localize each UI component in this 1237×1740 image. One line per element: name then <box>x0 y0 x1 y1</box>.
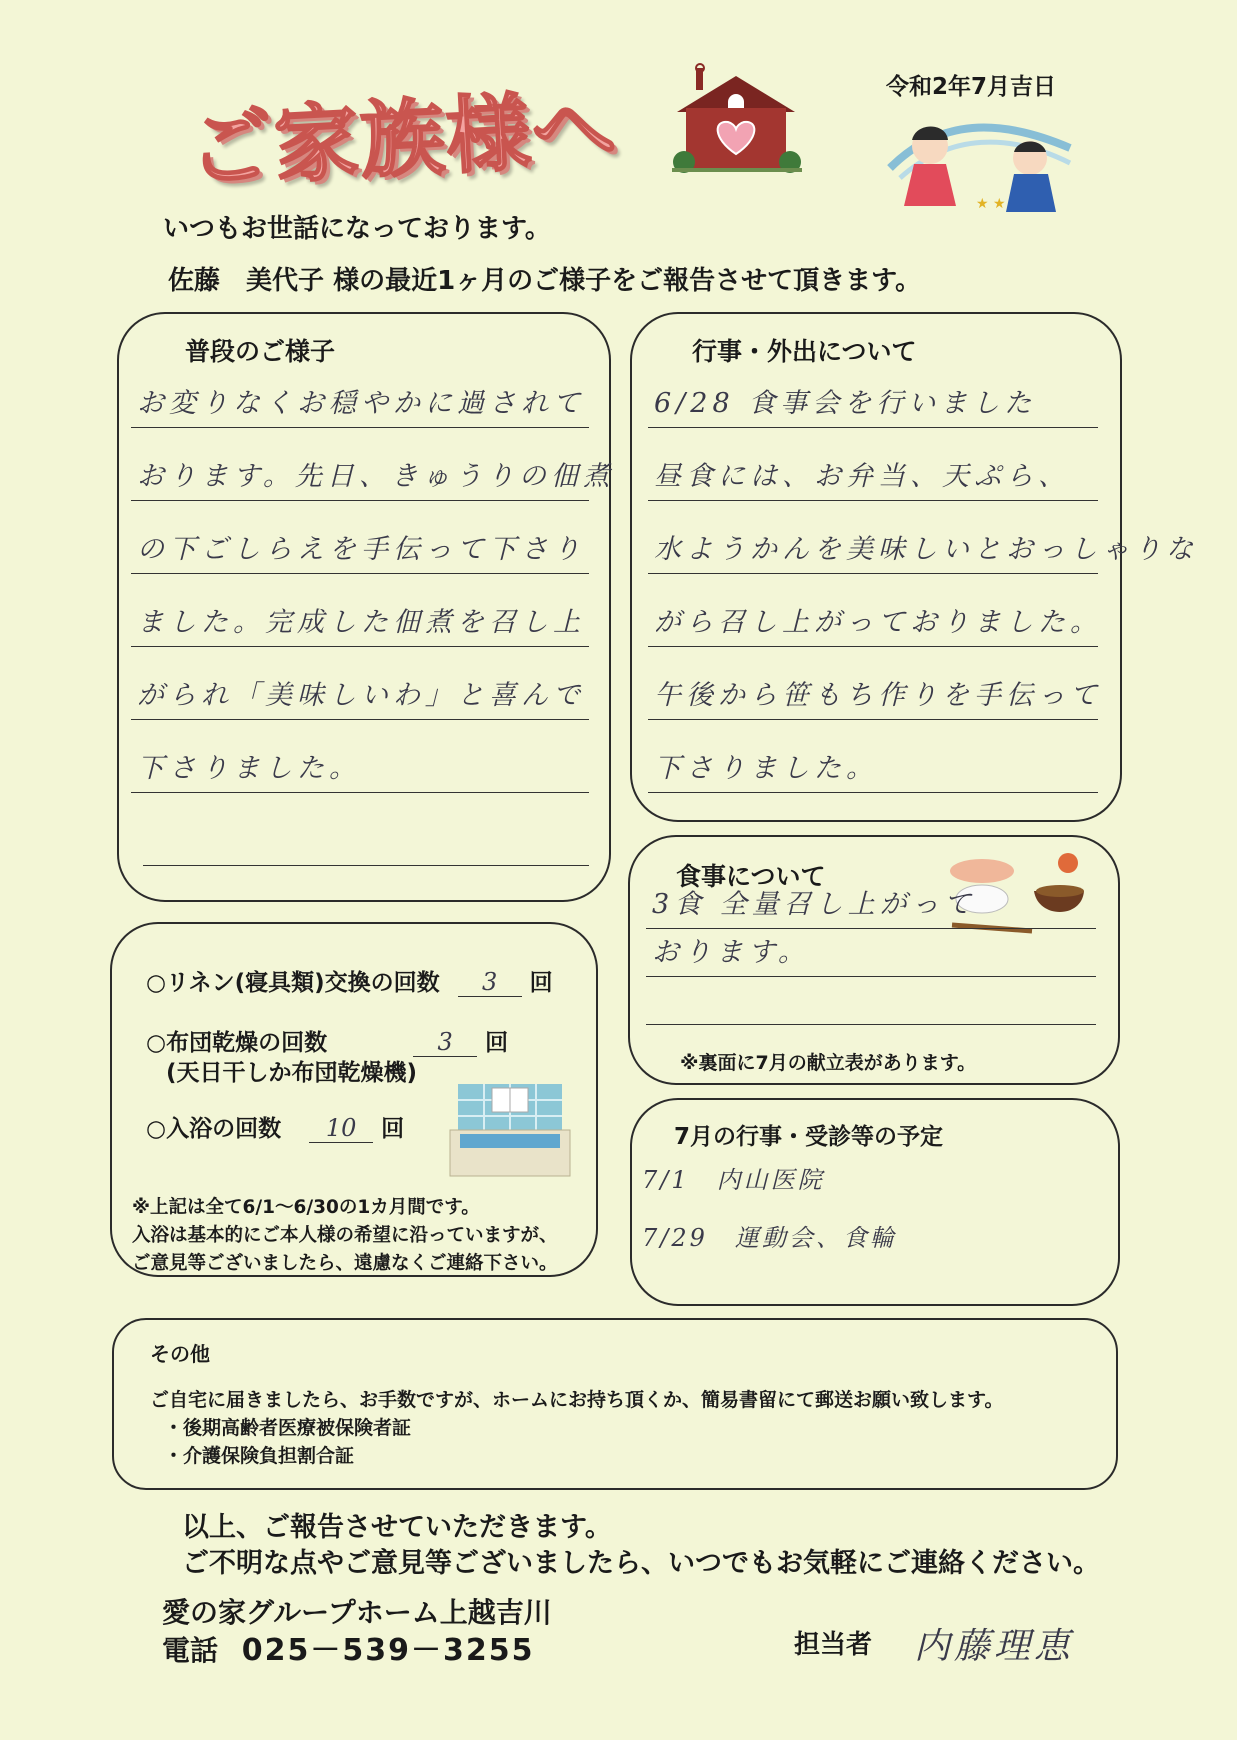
schedule-item: 7/29 運動会、食輪 <box>642 1224 897 1252</box>
meals-line <box>646 981 1096 1025</box>
meals-title: 食事について <box>676 862 826 891</box>
svg-text:★ ★: ★ ★ <box>976 196 1006 212</box>
events-line: 下さりました。 <box>648 749 1098 793</box>
phone-number: 025－539－3255 <box>241 1633 535 1668</box>
bathtub-icon <box>450 1084 570 1178</box>
linen-count <box>146 964 553 997</box>
daily-line: がられ「美味しいわ」と喜んで <box>131 676 589 720</box>
events-line: 昼食には、お弁当、天ぷら、 <box>648 457 1098 501</box>
daily-line: 下さりました。 <box>131 749 589 793</box>
counts-box <box>110 922 598 1277</box>
meals-line: おります。 <box>646 933 1096 977</box>
counts-note-line: ご意見等ございましたら、遠慮なくご連絡下さい。 <box>132 1253 558 1274</box>
futon-count-sub: (天日干しか布団乾燥機) <box>166 1060 418 1086</box>
count-unit: 回 <box>381 1116 405 1142</box>
daily-line: の下ごしらえを手伝って下さり <box>131 530 589 574</box>
linen-count-label: ○リネン(寝具類)交換の回数 <box>146 970 440 996</box>
resident-name: 佐藤 美代子 <box>168 266 325 296</box>
greeting-text: いつもお世話になっております。 <box>163 214 551 244</box>
closing-line: 以上、ご報告させていただきます。 <box>182 1512 612 1543</box>
daily-line <box>143 822 589 866</box>
other-item: ・介護保険負担割合証 <box>164 1445 355 1467</box>
events-line: 水ようかんを美味しいとおっしゃりな <box>648 530 1098 574</box>
meals-note: ※裏面に7月の献立表があります。 <box>680 1052 977 1074</box>
staff-label: 担当者 <box>794 1630 873 1660</box>
tanabata-couple-icon <box>880 108 1080 218</box>
events-title: 行事・外出について <box>692 337 917 366</box>
bath-count-value: 10 <box>309 1114 373 1143</box>
other-box <box>112 1318 1118 1490</box>
futon-count-value: 3 <box>413 1028 477 1057</box>
counts-note-line: 入浴は基本的にご本人様の希望に沿っていますが、 <box>132 1225 558 1246</box>
counts-note-line: ※上記は全て6/1～6/30の1カ月間です。 <box>132 1197 480 1218</box>
page-title: ご家族様へ <box>186 78 621 200</box>
bath-count <box>146 1110 404 1143</box>
phone-label: 電話 <box>162 1634 219 1667</box>
schedule-title: 7月の行事・受診等の予定 <box>674 1124 944 1150</box>
futon-count-label: ○布団乾燥の回数 <box>146 1030 328 1056</box>
other-item: ・後期高齢者医療被保険者証 <box>164 1417 412 1439</box>
phone <box>162 1632 535 1670</box>
staff-name: 内藤理恵 <box>914 1626 1075 1667</box>
issue-date: 令和2年7月吉日 <box>886 74 1057 100</box>
daily-condition-title: 普段のご様子 <box>185 337 336 366</box>
meals-box <box>628 835 1120 1085</box>
other-title: その他 <box>150 1342 210 1366</box>
events-line: 午後から笹もち作りを手伝って <box>648 676 1098 720</box>
events-line: 6/28 食事会を行いました <box>648 384 1098 428</box>
daily-line: お変りなくお穏やかに過されて <box>131 384 589 428</box>
meals-line: 3食 全量召し上がって <box>646 885 1096 929</box>
house-heart-icon <box>672 62 802 174</box>
report-intro-suffix: 様の最近1ヶ月のご様子をご報告させて頂きます。 <box>324 266 922 296</box>
report-intro <box>168 260 921 297</box>
bath-count-label: ○入浴の回数 <box>146 1116 282 1142</box>
events-box <box>630 312 1198 822</box>
schedule-item: 7/1 内山医院 <box>642 1166 825 1194</box>
daily-line: おります。先日、きゅうりの佃煮 <box>131 457 589 501</box>
futon-count <box>146 1024 508 1057</box>
schedule-box <box>630 1098 1120 1306</box>
home-name: 愛の家グループホーム上越吉川 <box>162 1596 552 1629</box>
events-line: がら召し上がっておりました。 <box>648 603 1098 647</box>
count-unit: 回 <box>485 1030 509 1056</box>
other-text: ご自宅に届きましたら、お手数ですが、ホームにお持ち頂くか、簡易書留にて郵送お願い致します。 <box>150 1389 1004 1411</box>
daily-line: ました。完成した佃煮を召し上 <box>131 603 589 647</box>
count-unit: 回 <box>529 970 553 996</box>
daily-condition-box <box>117 312 615 902</box>
linen-count-value: 3 <box>458 968 522 997</box>
closing-line: ご不明な点やご意見等ございましたら、いつでもお気軽にご連絡ください。 <box>182 1548 1100 1579</box>
